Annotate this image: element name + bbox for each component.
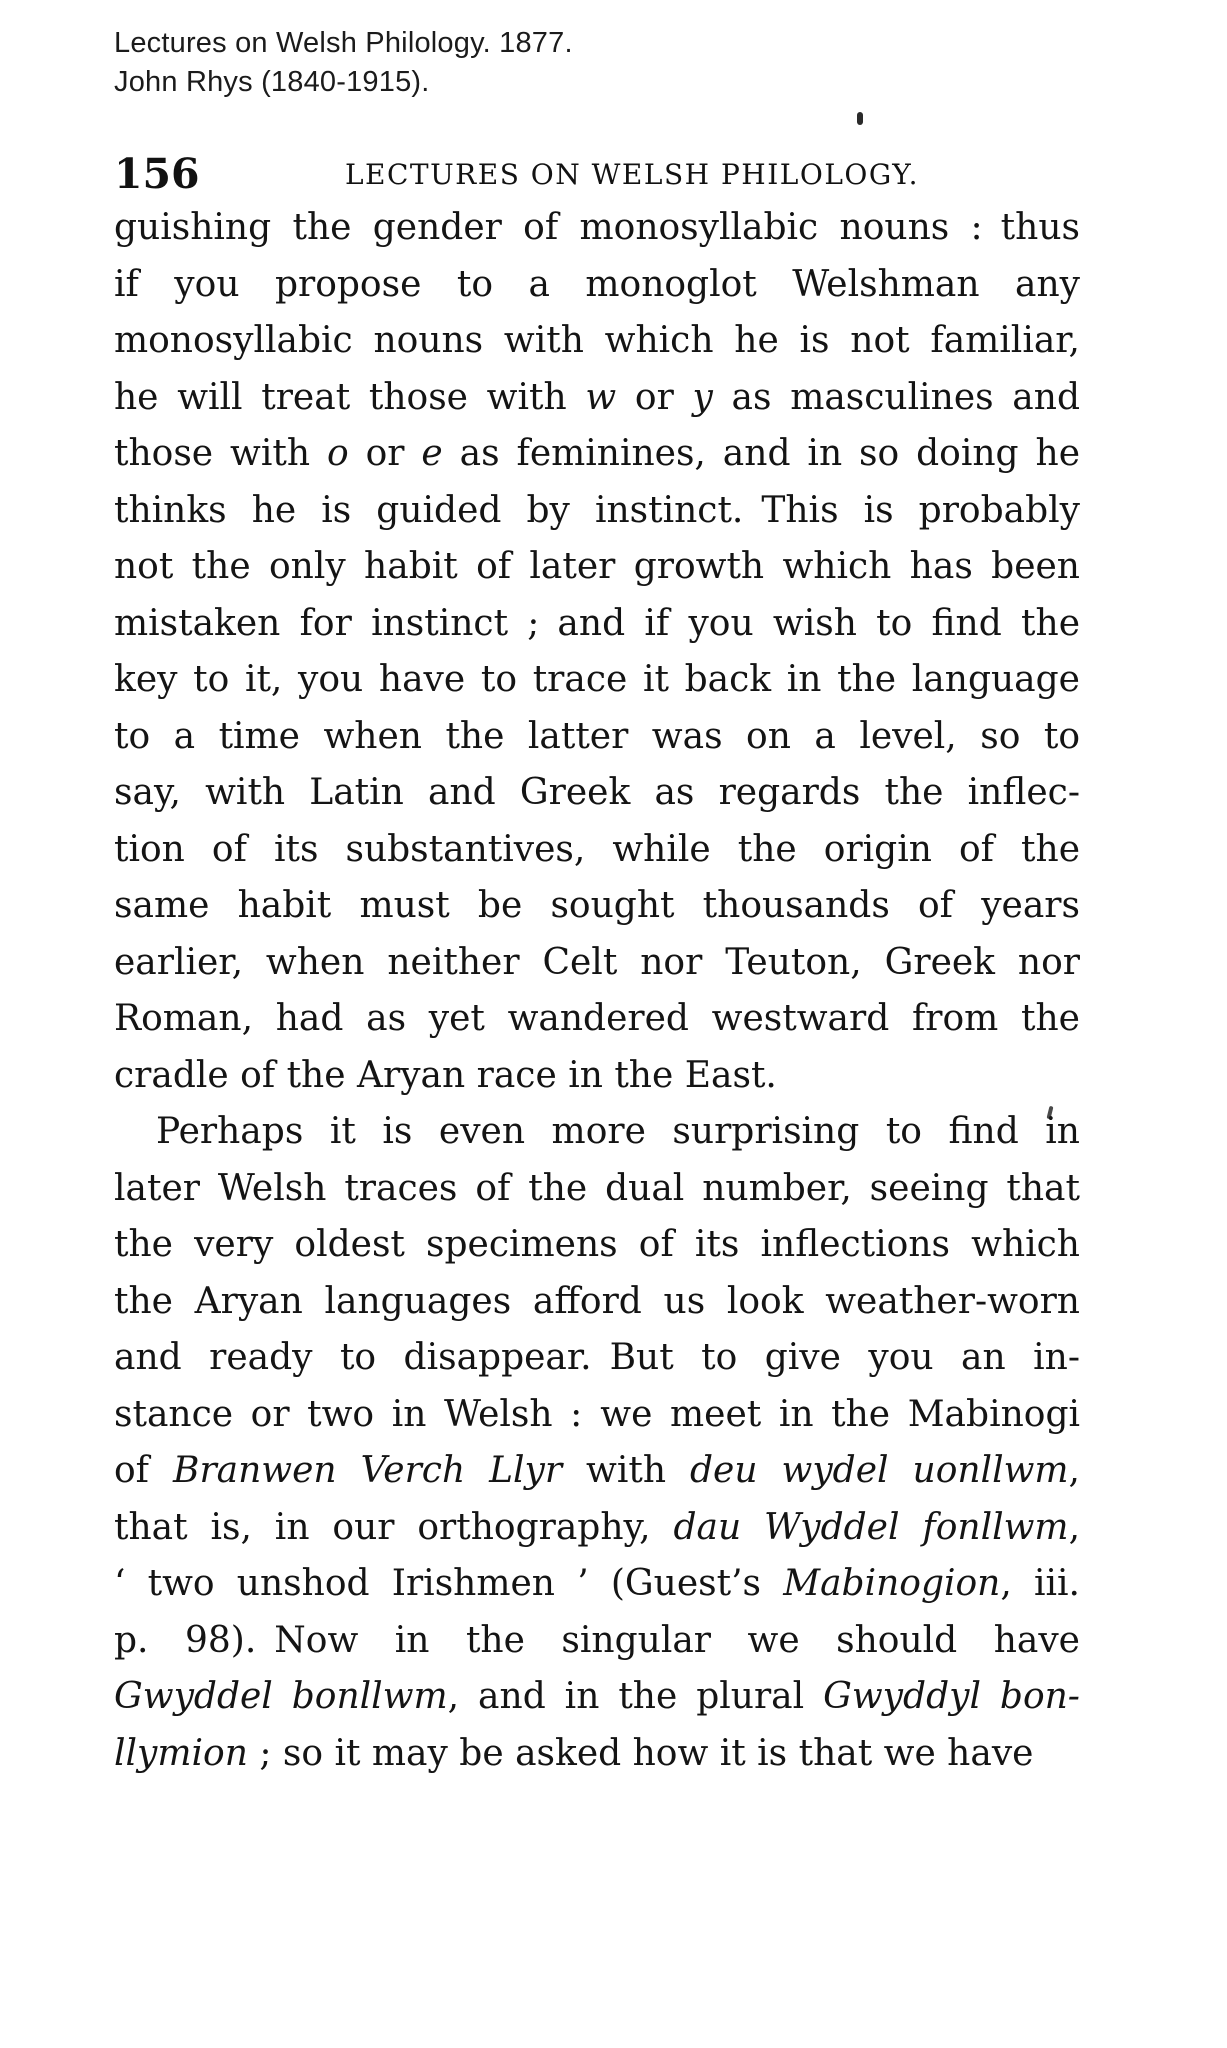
plain-text: p. 98). Now in the singular we should have (114, 1619, 1080, 1661)
running-head: LECTURES ON WELSH PHILOLOGY. (344, 158, 920, 191)
text-line (114, 200, 1080, 257)
plain-text: cradle of the Aryan race in the East. (114, 1054, 777, 1096)
text-line (114, 652, 1080, 709)
italic-text: o (326, 433, 349, 474)
text-line (114, 483, 1080, 540)
plain-text: tion of its substantives, while the origin of the (114, 828, 1080, 870)
plain-text: Roman, had as yet wandered westward from the (114, 998, 1080, 1039)
plain-text: , (1068, 1506, 1080, 1548)
text-line (114, 1669, 1080, 1726)
scan-annotation (114, 24, 573, 102)
plain-text: those with (114, 433, 327, 474)
plain-text: mistaken for instinct ; and if you wish to find the (114, 602, 1080, 644)
plain-text: to a time when the latter was on a level, so to (114, 715, 1080, 757)
plain-text: later Welsh traces of the dual number, seeing that (114, 1167, 1080, 1209)
text-line (114, 257, 1080, 314)
scan-artifact-dot (857, 112, 863, 125)
text-line (114, 878, 1080, 935)
plain-text: with (562, 1450, 691, 1491)
text-line (114, 1613, 1080, 1670)
italic-text: w (585, 376, 617, 418)
text-line (114, 822, 1080, 879)
plain-text: , (1068, 1450, 1080, 1491)
text-line (114, 596, 1080, 653)
italic-text: Gwyddel bonllwm (114, 1676, 448, 1717)
text-line (114, 765, 1080, 822)
plain-text: he will treat those with (114, 376, 586, 418)
italic-text: Branwen Verch Llyr (172, 1450, 563, 1491)
page-number: 156 (114, 150, 200, 198)
italic-text: Gwyddyl bon- (823, 1676, 1080, 1717)
plain-text: the Aryan languages afford us look weather-worn (114, 1280, 1080, 1322)
plain-text: Perhaps it is even more surprising to find in (156, 1111, 1080, 1152)
plain-text: ‘ two unshod Irishmen ’ (Guest’s (114, 1563, 784, 1604)
plain-text: same habit must be sought thousands of years (114, 885, 1080, 926)
italic-text: Mabinogion (783, 1563, 1001, 1604)
text-line (114, 539, 1080, 596)
scan-annotation-line1: Lectures on Welsh Philology. 1877. (114, 27, 573, 59)
plain-text: the very oldest specimens of its inflections which (114, 1224, 1080, 1265)
italic-text: llymion (114, 1732, 248, 1774)
plain-text: monosyllabic nouns with which he is not familiar, (114, 320, 1080, 361)
italic-text: deu wydel uonllwm (690, 1450, 1069, 1491)
italic-text: dau Wyddel fonllwm (673, 1506, 1069, 1548)
plain-text: as masculines and (712, 376, 1080, 418)
text-line (114, 1048, 1080, 1105)
text-line (114, 313, 1080, 370)
plain-text: and ready to disappear. But to give you an in- (114, 1337, 1080, 1378)
plain-text: say, with Latin and Greek as regards the inflec- (114, 772, 1080, 813)
text-line (114, 1726, 1080, 1783)
plain-text: that is, in our orthography, (114, 1506, 674, 1548)
plain-text: if you propose to a monoglot Welshman any (114, 263, 1080, 305)
page-head (114, 146, 1080, 208)
plain-text: earlier, when neither Celt nor Teuton, Greek nor (114, 941, 1080, 983)
text-line (114, 709, 1080, 766)
plain-text: stance or two in Welsh : we meet in the Mabinogi (114, 1393, 1080, 1435)
text-line (114, 1443, 1080, 1500)
italic-text: y (692, 376, 713, 418)
text-line (114, 991, 1080, 1048)
plain-text: or (348, 433, 422, 474)
plain-text: not the only habit of later growth which has been (114, 546, 1080, 587)
text-line (114, 1104, 1080, 1161)
text-line (114, 1387, 1080, 1444)
text-line (114, 1274, 1080, 1331)
text-line (114, 935, 1080, 992)
plain-text: guishing the gender of monosyllabic nouns : thus (114, 207, 1080, 248)
plain-text: key to it, you have to trace it back in the language (114, 659, 1080, 700)
plain-text: or (616, 376, 693, 418)
plain-text: of (114, 1450, 173, 1491)
plain-text: thinks he is guided by instinct. This is probably (114, 489, 1080, 531)
text-line (114, 1330, 1080, 1387)
text-line (114, 370, 1080, 427)
plain-text: , and in the plural (447, 1676, 824, 1717)
plain-text: , iii. (1000, 1563, 1080, 1604)
plain-text: as feminines, and in so doing he (442, 433, 1080, 474)
text-line (114, 1500, 1080, 1557)
text-line (114, 1217, 1080, 1274)
plain-text: ; so it may be asked how it is that we have (247, 1732, 1034, 1774)
text-line (114, 1161, 1080, 1218)
scan-annotation-line2: John Rhys (1840-1915). (114, 66, 430, 98)
italic-text: e (421, 433, 443, 474)
text-line (114, 426, 1080, 483)
body-text (114, 200, 1080, 1782)
text-line (114, 1556, 1080, 1613)
